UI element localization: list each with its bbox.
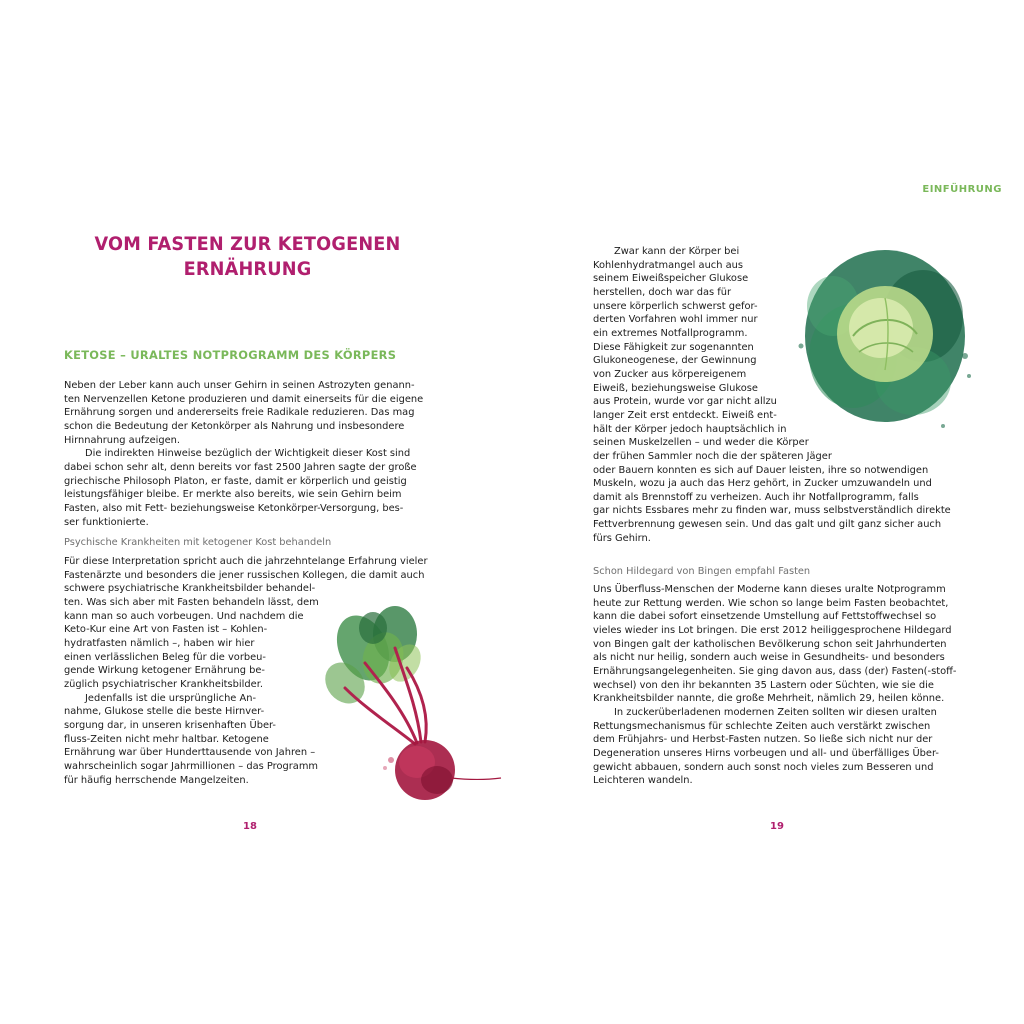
chapter-title-line: VOM FASTEN ZUR KETOGENEN xyxy=(94,233,401,255)
text-line: gar nichts Essbares mehr zu finden war, muss selbstverständlich direkte xyxy=(593,505,951,517)
text-line: ein extremes Notfallprogramm. xyxy=(593,327,748,339)
text-line: Kohlenhydratmangel auch aus xyxy=(593,259,743,271)
text-line: Leichteren wandeln. xyxy=(593,775,693,787)
text-line: Ernährung war über Hunderttausende von Jahren – xyxy=(64,747,316,759)
text-line: nahme, Glukose stelle die beste Hirnver- xyxy=(64,706,265,718)
text-line: Ernährung sorgen und andererseits freie Radikale reduzieren. Das mag xyxy=(64,407,415,419)
beetroot-illustration xyxy=(305,608,505,808)
text-line: der frühen Sammler noch die der späteren Jäger xyxy=(593,450,832,462)
text-line: kann die dabei sofort einsetzende Umstellung auf Fettstoffwechsel so xyxy=(593,611,937,623)
text-line: hydratfasten nämlich –, haben wir hier xyxy=(64,637,255,649)
text-line: gende Wirkung ketogener Ernährung be- xyxy=(64,665,265,677)
text-line: herstellen, doch war das für xyxy=(593,286,732,298)
left-paragraph-1 xyxy=(64,379,423,529)
text-line: leistungsfähiger bleibe. Er merkte also bereits, wie sein Gehirn beim xyxy=(64,489,402,501)
text-line: Eiweiß, beziehungsweise Glukose xyxy=(593,382,758,394)
text-line: Fettverbrennung gewesen sein. Und das galt und gilt ganz sicher auch xyxy=(593,519,942,531)
text-line: aus Protein, wurde vor gar nicht allzu xyxy=(593,396,777,408)
text-line: dem Frühjahrs- und Herbst-Fasten nutzen. So ließe sich nicht nur der xyxy=(593,734,933,746)
text-line: Für diese Interpretation spricht auch die jahrzehntelange Erfahrung vieler xyxy=(64,556,428,567)
text-line: fürs Gehirn. xyxy=(593,532,651,544)
text-line: Rettungsmechanismus für schlechte Zeiten auch verstärkt zwischen xyxy=(593,720,931,732)
text-line: seinem Eiweißspeicher Glukose xyxy=(593,273,749,285)
text-line: für häufig herrschende Mangelzeiten. xyxy=(64,774,249,786)
text-line: dabei schon sehr alt, denn bereits vor fast 2500 Jahren sagte der große xyxy=(64,461,417,473)
text-line: einen verlässlichen Beleg für die vorbeu- xyxy=(64,651,266,663)
text-line: gewicht abbauen, sondern auch sonst noch vieles zum Besseren und xyxy=(593,761,934,773)
text-line: kann man so auch vorbeugen. Und nachdem die xyxy=(64,610,304,622)
cabbage-heart xyxy=(837,286,933,382)
text-line: züglich psychiatrischer Krankheitsbilder. xyxy=(64,678,263,690)
text-line: seinen Muskelzellen – und weder die Körper xyxy=(593,437,809,449)
text-line: als nicht nur heilig, sondern auch weise in Gesundheits- und besonders xyxy=(593,652,945,664)
text-line: schwere psychiatrische Krankheitsbilder behandel- xyxy=(64,583,316,595)
text-line: fluss-Zeiten nicht mehr haltbar. Ketogene xyxy=(64,733,269,745)
text-line: von Bingen galt der katholischen Bevölkerung schon seit Jahrhunderten xyxy=(593,638,947,650)
text-line: oder Bauern konnten es sich auf Dauer leisten, ihre so notwendigen xyxy=(593,464,929,476)
text-line: langer Zeit erst entdeckt. Eiweiß ent- xyxy=(593,409,777,421)
text-line: griechische Philosoph Platon, er faste, damit er körperlich und geistig xyxy=(64,475,407,487)
text-line: wahrscheinlich sogar Jahrmillionen – das Programm xyxy=(64,760,319,772)
text-line: unsere körperlich schwerst gefor- xyxy=(593,300,758,312)
page-number-right: 19 xyxy=(770,821,784,832)
right-paragraph-2 xyxy=(593,583,956,788)
text-line: Diese Fähigkeit zur sogenannten xyxy=(593,341,754,353)
text-line: hält der Körper jedoch hauptsächlich in xyxy=(593,423,787,435)
text-line: Keto-Kur eine Art von Fasten ist – Kohlen- xyxy=(64,624,268,636)
text-line: von Zucker aus körpereigenem xyxy=(593,368,747,380)
text-line: heute zur Rettung werden. Wie schon so lange beim Fasten beobachtet, xyxy=(593,597,949,609)
text-line: Glukoneogenese, der Gewinnung xyxy=(593,355,757,367)
text-line: Krankheitsbilder nannte, die große Mehrheit, nämlich 29, heilen könne. xyxy=(593,693,945,705)
text-line: vieles wieder ins Lot bringen. Die erst 2012 heiliggesprochene Hildegard xyxy=(593,624,952,636)
beet-root xyxy=(383,740,501,800)
text-line: In zuckerüberladenen modernen Zeiten sollten wir diesen uralten xyxy=(614,706,937,718)
text-line: Degeneration unseres Hirns vorbeugen und all- und überfälliges Über- xyxy=(593,747,939,759)
text-line: Fastenärzte und besonders die jener russischen Kollegen, die damit auch xyxy=(64,569,425,581)
text-line: derten Vorfahren wohl immer nur xyxy=(593,314,758,326)
running-head: EINFÜHRUNG xyxy=(922,184,1002,195)
text-line: Hirnnahrung aufzeigen. xyxy=(64,434,181,446)
text-line: Ernährungsangelegenheiten. Sie ging davon aus, dass (der) Fasten(-stoff- xyxy=(593,665,957,677)
cabbage-illustration xyxy=(793,236,973,436)
text-line: sorgung dar, in unseren krisenhaften Über- xyxy=(64,719,276,731)
text-line: Uns Überfluss-Menschen der Moderne kann dieses uralte Notprogramm xyxy=(593,584,946,595)
chapter-title-line: ERNÄHRUNG xyxy=(183,258,312,280)
text-line: Muskeln, wozu ja auch das Herz gehört, in Zucker umzuwandeln und xyxy=(593,478,932,490)
text-line: Fasten, also mit Fett- beziehungsweise Ketonkörper-Versorgung, bes- xyxy=(64,502,404,514)
chapter-title xyxy=(73,232,422,282)
text-line: Neben der Leber kann auch unser Gehirn in seinen Astrozyten genann- xyxy=(64,380,415,391)
text-line: ten. Was sich aber mit Fasten behandeln lässt, dem xyxy=(64,596,319,608)
text-line: Die indirekten Hinweise bezüglich der Wichtigkeit dieser Kost sind xyxy=(85,448,411,460)
text-line: ser funktionierte. xyxy=(64,516,149,528)
text-line: Zwar kann der Körper bei xyxy=(614,246,740,257)
section-heading: KETOSE – URALTES NOTPROGRAMM DES KÖRPERS xyxy=(64,348,397,362)
text-line: wechsel) von den ihr bekannten 35 Lastern oder Süchten, wie sie die xyxy=(593,679,934,691)
text-line: ten Nervenzellen Ketone produzieren und damit einerseits für die eigene xyxy=(64,393,424,405)
right-subheading: Schon Hildegard von Bingen empfahl Fasten xyxy=(593,566,811,577)
text-line: damit als Brennstoff zu verheizen. Auch ihr Notfallprogramm, falls xyxy=(593,491,919,503)
page-number-left: 18 xyxy=(243,821,257,832)
text-line: schon die Bedeutung der Ketonkörper als Nahrung und insbesondere xyxy=(64,420,405,432)
left-subheading: Psychische Krankheiten mit ketogener Kost behandeln xyxy=(64,537,332,548)
text-line: Jedenfalls ist die ursprüngliche An- xyxy=(85,692,257,704)
